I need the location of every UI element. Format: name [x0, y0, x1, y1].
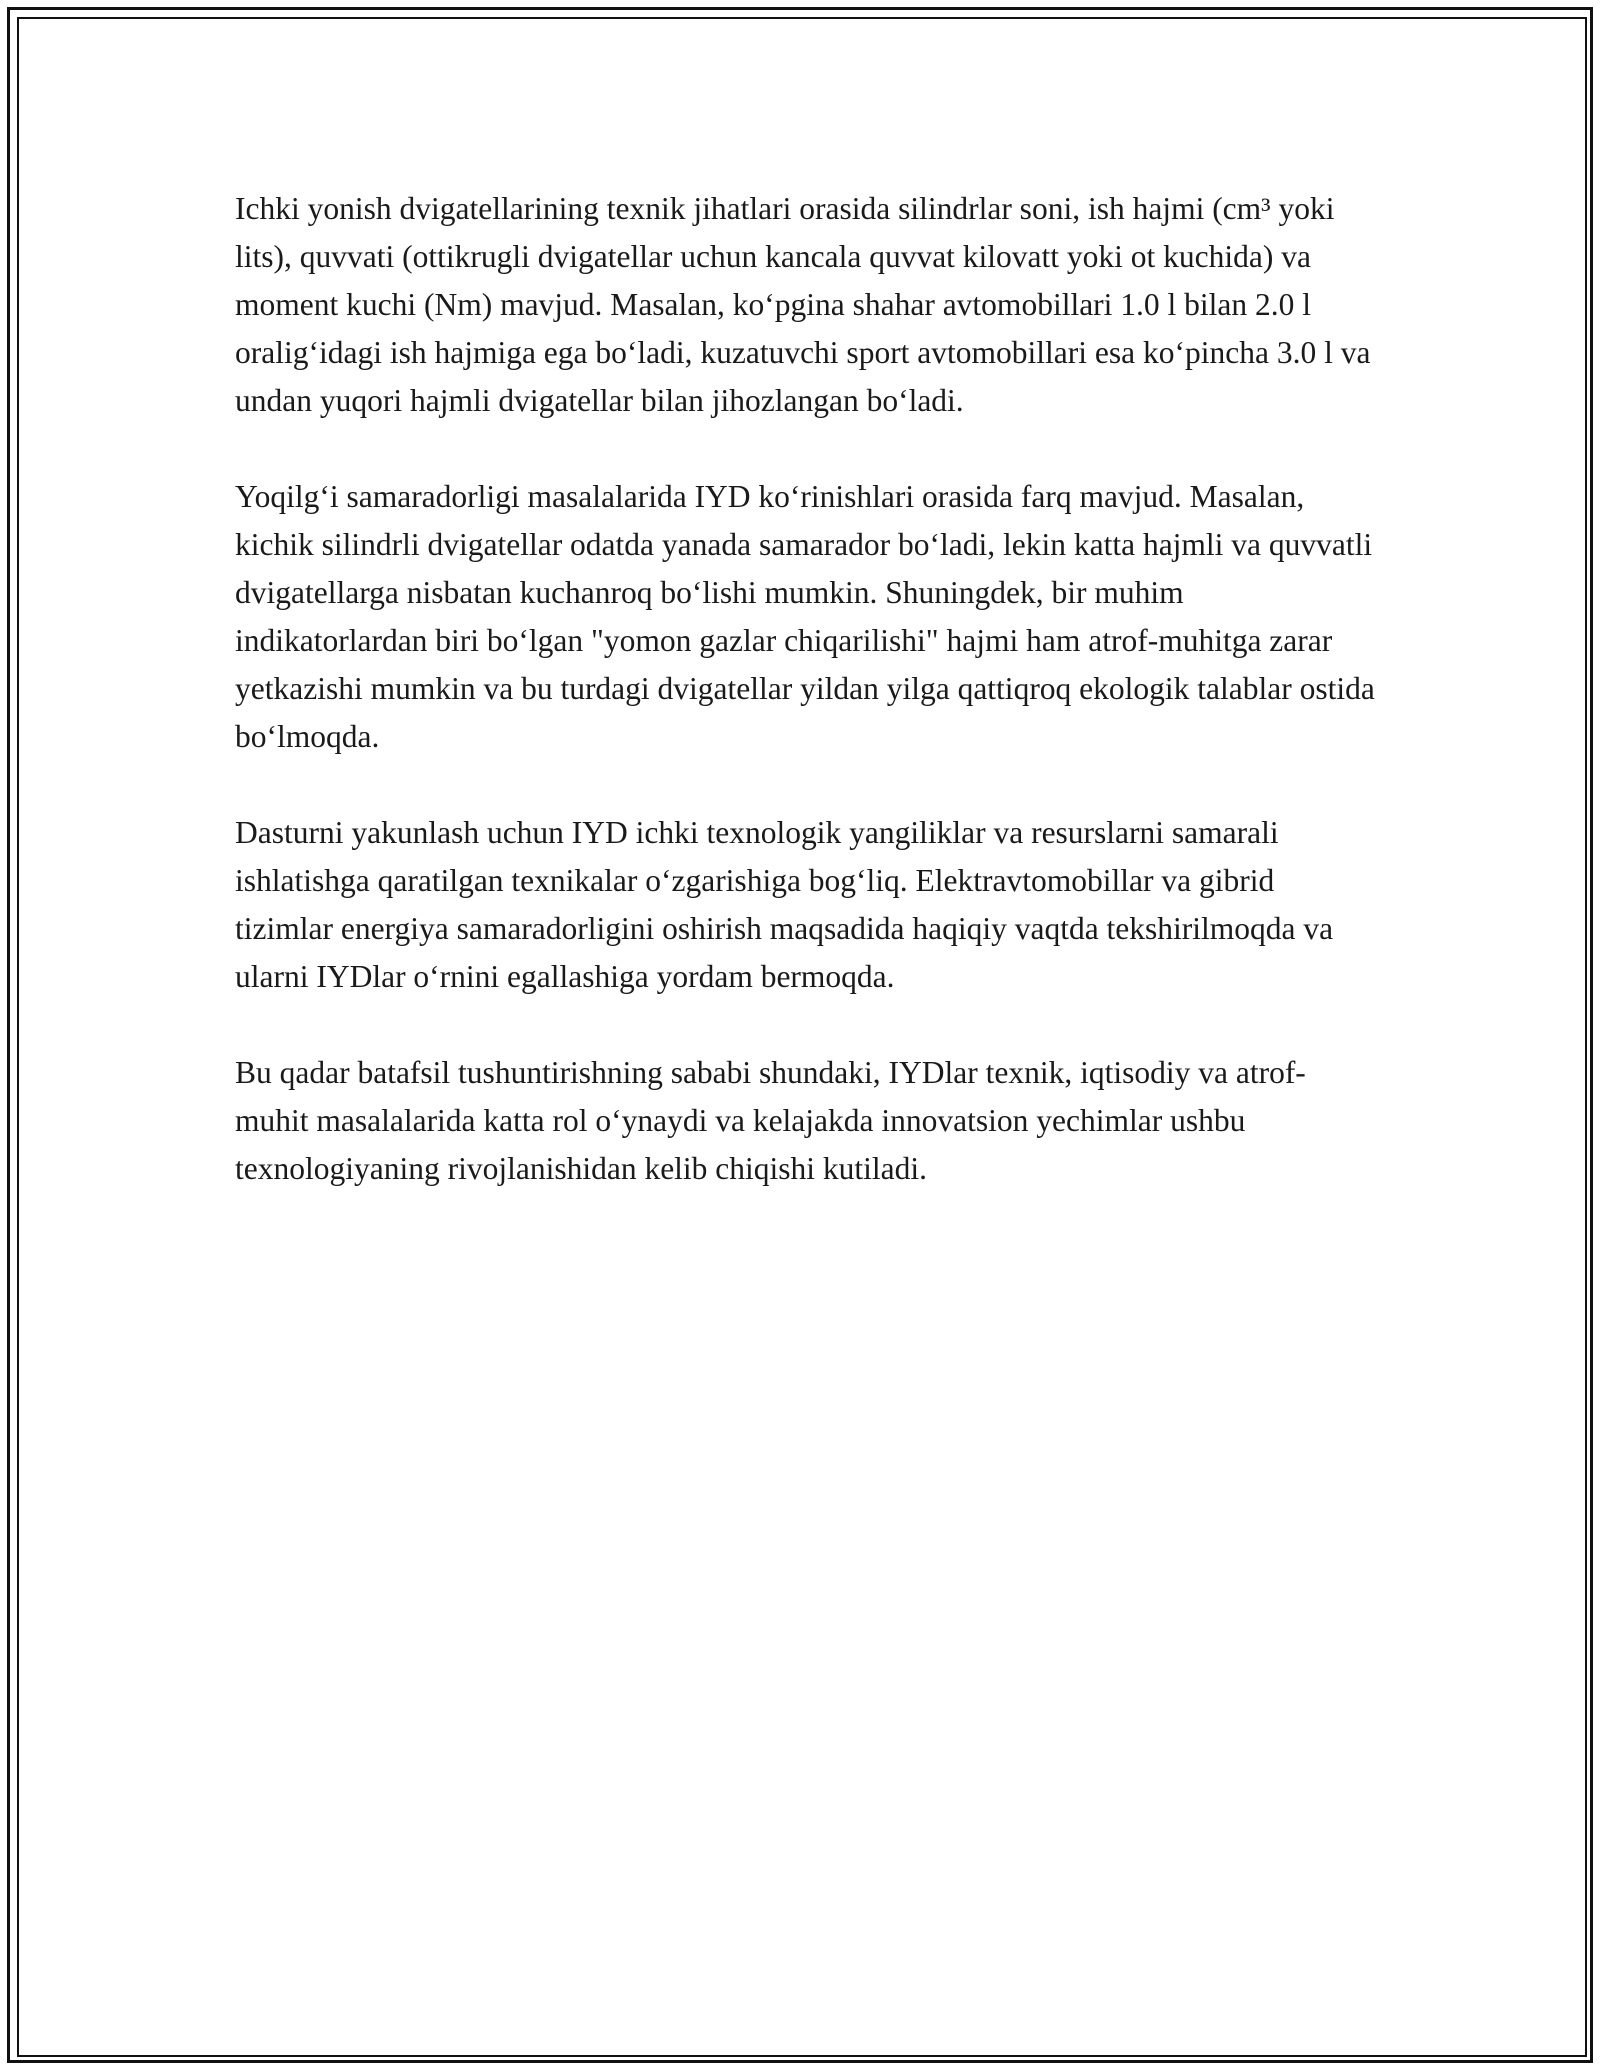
paragraph-technology-changes: Dasturni yakunlash uchun IYD ichki texnologik yangiliklar va resurslarni samarali ishlatishga qaratilgan texnikalar o‘zgarishiga bog‘liq. Elektravtomobillar va gibrid tizimlar energiya samaradorligini oshirish maqsadida haqiqiy vaqtda tekshirilmoqda va ularni IYDlar o‘rnini egallashiga yordam bermoqda. — [235, 815, 1334, 994]
document-body — [235, 185, 1375, 1193]
paragraph-engine-specs: Ichki yonish dvigatellarining texnik jihatlari orasida silindrlar soni, ish hajmi (cm³ yoki lits), quvvati (ottikrugli dvigatellar uchun kancala quvvat kilovatt yoki ot kuchida) va moment kuchi (Nm) mavjud. Masalan, ko‘pgina shahar avtomobillari 1.0 l bilan 2.0 l oralig‘idagi ish hajmiga ega bo‘ladi, kuzatuvchi sport avtomobillari esa ko‘pincha 3.0 l va undan yuqori hajmli dvigatellar bilan jihozlangan bo‘ladi. — [235, 191, 1371, 418]
paragraph-fuel-efficiency: Yoqilg‘i samaradorligi masalalarida IYD ko‘rinishlari orasida farq mavjud. Masalan, kichik silindrli dvigatellar odatda yanada samarador bo‘ladi, lekin katta hajmli va quvvatli dvigatellarga nisbatan kuchanroq bo‘lishi mumkin. Shuningdek, bir muhim indikatorlardan biri bo‘lgan "yomon gazlar chiqarilishi" hajmi ham atrof-muhitga zarar yetkazishi mumkin va bu turdagi dvigatellar yildan yilga qattiqroq ekologik talablar ostida bo‘lmoqda. — [235, 479, 1375, 754]
paragraph-conclusion: Bu qadar batafsil tushuntirishning sababi shundaki, IYDlar texnik, iqtisodiy va atrof-muhit masalalarida katta rol o‘ynaydi va kelajakda innovatsion yechimlar ushbu texnologiyaning rivojlanishidan kelib chiqishi kutiladi. — [235, 1055, 1306, 1186]
